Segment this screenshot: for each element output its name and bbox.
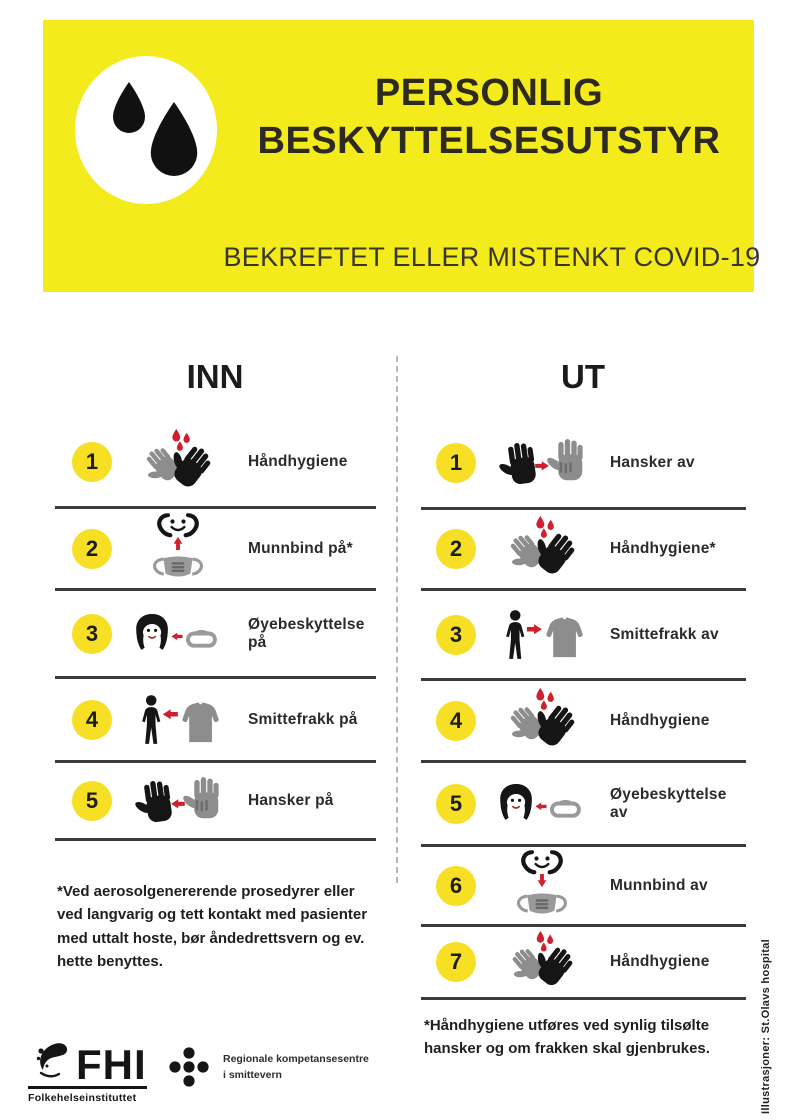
step-number-badge: [436, 942, 476, 982]
gloves-off-icon: [488, 436, 596, 490]
mask-off-icon: [488, 850, 596, 922]
eye-protection-off-icon: [488, 782, 596, 825]
footnote-inn: *Ved aerosolgenererende prosedyrer eller ved langvarig og tett kontakt med pasienter med uttalt hoste, bør åndedrettsvern og ev. hette benyttes.: [57, 883, 368, 970]
handwash-icon: [488, 931, 596, 993]
step-label: Smittefrakk på: [248, 710, 358, 728]
rks-logo-text-line2: i smittevern: [223, 1069, 282, 1081]
step-row: [420, 418, 746, 507]
step-row: [420, 681, 746, 760]
step-number: 5: [85, 787, 99, 813]
column-header-ut: UT: [561, 358, 605, 395]
poster-title-line1: PERSONLIG: [374, 72, 604, 114]
step-number: 4: [449, 707, 463, 733]
poster-subtitle: BEKREFTET ELLER MISTENKT COVID-19: [223, 242, 761, 272]
gown-on-icon: [130, 692, 226, 748]
step-label: Håndhygiene: [610, 711, 710, 729]
step-label: Håndhygiene: [610, 953, 710, 970]
poster-title: [193, 70, 785, 166]
step-number-badge: [72, 700, 112, 740]
fhi-logo: [28, 1040, 147, 1104]
step-number-badge: [436, 443, 476, 483]
step-row: [55, 509, 375, 588]
step-number-badge: [436, 529, 476, 569]
rks-logo: [168, 1046, 369, 1088]
step-row: [420, 591, 746, 678]
eye-protection-on-icon: [130, 612, 226, 655]
handwash-icon: [130, 429, 226, 495]
step-row: [55, 418, 375, 506]
step-number: 4: [85, 706, 99, 732]
column-header-inn: INN: [186, 358, 244, 395]
step-label: Hansker av: [610, 453, 695, 471]
step-row: [420, 927, 746, 997]
step-label: Øyebeskyttelse på: [248, 615, 365, 651]
step-row: [55, 591, 375, 676]
step-number-badge: [436, 866, 476, 906]
step-number: 2: [85, 535, 99, 561]
step-number: 2: [449, 536, 463, 561]
rks-logo-text-line1: Regionale kompetansesentre: [223, 1052, 369, 1065]
poster-title-line2: BESKYTTELSESUTSTYR: [257, 119, 721, 162]
step-number-badge: [72, 614, 112, 654]
step-number-badge: [436, 701, 476, 741]
step-label: Hansker på: [248, 791, 334, 809]
step-label: Smittefrakk av: [610, 625, 719, 643]
step-label: Håndhygiene: [248, 453, 348, 470]
rks-logo-text: [223, 1051, 369, 1084]
mask-on-icon: [130, 513, 226, 585]
step-number: 3: [85, 620, 99, 646]
step-row: [420, 847, 746, 924]
footnote-ut: *Håndhygiene utføres ved synlig tilsølte hansker og om frakken skal gjenbrukes.: [424, 1017, 710, 1058]
step-label: Øyebeskyttelse av: [610, 785, 727, 821]
step-number-badge: [436, 784, 476, 824]
fhi-logo-text: FHI: [76, 1041, 147, 1089]
step-row: [420, 510, 746, 588]
step-label: Håndhygiene*: [610, 540, 716, 557]
step-number: 1: [85, 449, 99, 474]
step-number-badge: [72, 529, 112, 569]
step-label: Munnbind av: [610, 876, 708, 894]
step-number: 7: [449, 949, 463, 974]
step-row: [420, 763, 746, 844]
step-number: 3: [449, 621, 463, 647]
step-label: Munnbind på*: [248, 539, 353, 557]
fhi-logo-subtext: Folkehelseinstituttet: [28, 1092, 137, 1104]
step-number: 1: [449, 449, 463, 475]
illustration-credit: Illustrasjoner: St.Olavs hospital: [760, 939, 772, 1114]
step-row: [55, 679, 375, 760]
divider-line: [421, 997, 746, 1000]
column-divider: [396, 356, 398, 883]
handwash-icon: [488, 688, 596, 754]
dots-cross-icon: [168, 1046, 210, 1088]
header-banner: [43, 20, 761, 292]
step-number-badge: [72, 442, 112, 482]
gloves-on-icon: [130, 774, 226, 828]
step-number-badge: [436, 615, 476, 655]
step-row: [55, 763, 375, 838]
fhi-swoosh-icon: [28, 1040, 72, 1084]
step-number-badge: [72, 781, 112, 821]
step-number: 6: [449, 872, 463, 898]
gown-off-icon: [488, 607, 596, 663]
handwash-icon: [488, 516, 596, 582]
divider-line: [55, 838, 376, 841]
step-number: 5: [449, 790, 463, 816]
